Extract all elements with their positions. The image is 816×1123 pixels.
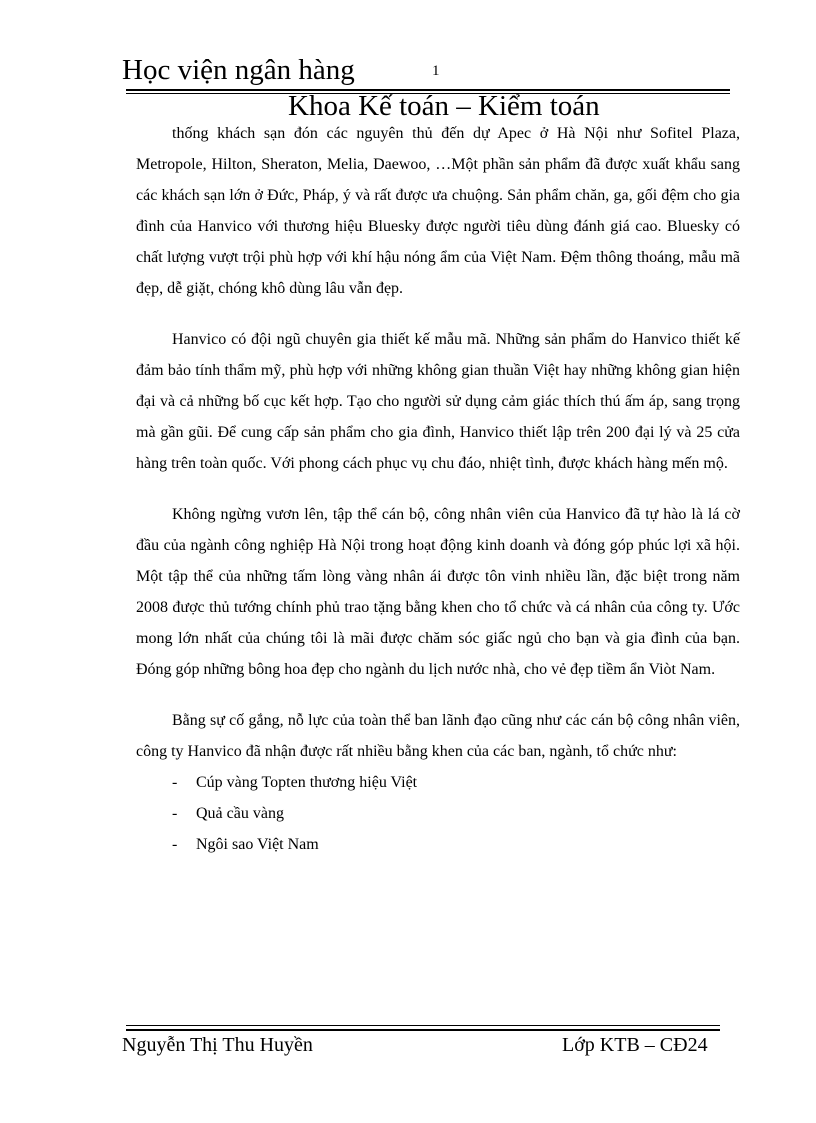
footer-divider — [126, 1025, 720, 1026]
page-number: 1 — [432, 63, 440, 79]
document-body — [136, 118, 740, 860]
footer-divider — [126, 1029, 720, 1031]
footer-class-name: Lớp KTB – CĐ24 — [562, 1034, 708, 1056]
list-bullet: - — [172, 836, 178, 853]
list-bullet: - — [172, 805, 178, 822]
award-label: Quả cầu vàng — [196, 805, 284, 822]
list-item — [136, 798, 740, 829]
header-faculty-name: Khoa Kế toán – Kiểm toán — [288, 90, 600, 122]
paragraph: Bằng sự cố gắng, nỗ lực của toàn thể ban lãnh đạo cũng như các cán bộ công nhân viên, công ty Hanvico đã nhận được rất nhiều bằng khen của các ban, ngành, tổ chức như: — [136, 712, 740, 760]
list-item — [136, 767, 740, 798]
list-item — [136, 829, 740, 860]
award-list — [136, 767, 740, 860]
list-bullet: - — [172, 774, 178, 791]
award-label: Cúp vàng Topten thương hiệu Việt — [196, 774, 418, 791]
paragraph: Không ngừng vươn lên, tập thể cán bộ, công nhân viên của Hanvico đã tự hào là lá cờ đầu của ngành công nghiệp Hà Nội trong hoạt động kinh doanh và đóng góp phúc lợi xã hội. Một tập thể của những tấm lòng vàng nhân ái được tôn vinh nhiều lần, đặc biệt trong năm 2008 được thủ tướng chính phủ trao tặng bằng khen cho tổ chức và cá nhân của công ty. Ước mong lớn nhất của chúng tôi là mãi được chăm sóc giấc ngủ cho bạn và gia đình của bạn. Đóng góp những bông hoa đẹp cho ngành du lịch nước nhà, cho vẻ đẹp tiềm ẩn Viòt Nam. — [136, 506, 740, 678]
header-school-name: Học viện ngân hàng — [122, 54, 355, 86]
footer-author-name: Nguyễn Thị Thu Huyền — [122, 1034, 313, 1056]
award-label: Ngôi sao Việt Nam — [196, 836, 319, 853]
paragraph: thống khách sạn đón các nguyên thủ đến dự Apec ở Hà Nội như Sofitel Plaza, Metropole, Hilton, Sheraton, Melia, Daewoo, …Một phần sản phẩm đã được xuất khẩu sang các khách sạn lớn ở Đức, Pháp, ý và rất được ưa chuộng. Sản phẩm chăn, ga, gối đệm cho gia đình của Hanvico với thương hiệu Bluesky được người tiêu dùng đánh giá cao. Bluesky có chất lượng vượt trội phù hợp với khí hậu nóng ẩm của Việt Nam. Đệm thông thoáng, mẫu mã đẹp, dễ giặt, chóng khô dùng lâu vẫn đẹp. — [136, 125, 740, 297]
paragraph: Hanvico có đội ngũ chuyên gia thiết kế mẫu mã. Những sản phẩm do Hanvico thiết kế đảm bảo tính thẩm mỹ, phù hợp với những không gian thuần Việt hay những không gian hiện đại và cả những bố cục kết hợp. Tạo cho người sử dụng cảm giác thích thú ấm áp, sang trọng mà gần gũi. Để cung cấp sản phẩm cho gia đình, Hanvico thiết lập trên 200 đại lý và 25 cửa hàng trên toàn quốc. Với phong cách phục vụ chu đáo, nhiệt tình, được khách hàng mến mộ. — [136, 331, 740, 472]
